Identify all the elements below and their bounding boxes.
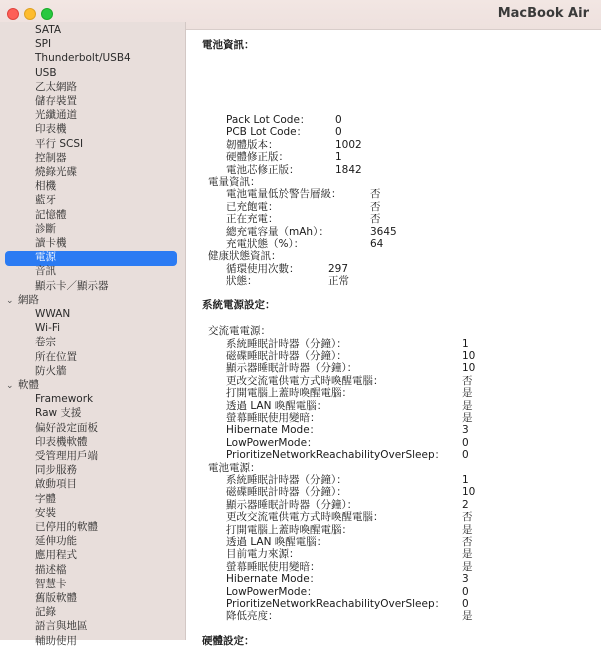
sidebar-item[interactable]: 印表機 <box>35 123 67 136</box>
sidebar-item[interactable]: 光纖通道 <box>35 109 77 122</box>
info-label: LowPowerMode： <box>226 585 318 598</box>
info-label: 透過 LAN 喚醒電腦： <box>226 399 328 412</box>
info-label: 透過 LAN 喚醒電腦： <box>226 535 328 548</box>
sidebar-item[interactable]: 印表機軟體 <box>35 435 88 448</box>
sidebar-item[interactable]: 字體 <box>35 492 56 505</box>
sidebar-item[interactable]: Wi-Fi <box>35 322 61 335</box>
sidebar-item[interactable]: 控制器 <box>35 151 67 164</box>
info-label: 狀態： <box>226 275 258 288</box>
info-value: 是 <box>462 411 473 424</box>
sidebar-item[interactable]: 防火牆 <box>35 364 67 377</box>
sidebar-item[interactable]: 偏好設定面板 <box>35 421 98 434</box>
info-label: Hibernate Mode： <box>226 573 321 586</box>
sidebar-item[interactable]: 相機 <box>35 180 56 193</box>
info-value: 否 <box>370 213 381 226</box>
window-title: MacBook Air <box>497 6 589 21</box>
info-value: 否 <box>462 535 473 548</box>
sidebar-item[interactable]: 智慧卡 <box>35 577 67 590</box>
sidebar-group-label: 網路 <box>18 293 39 306</box>
sidebar-item[interactable]: 所在位置 <box>35 350 77 363</box>
sidebar-item[interactable]: 電源 <box>35 251 56 264</box>
info-value: 0 <box>335 126 342 139</box>
info-value: 是 <box>462 610 473 623</box>
sidebar-item[interactable]: 延伸功能 <box>35 535 77 548</box>
info-label: 磁碟睡眠計時器（分鐘）： <box>226 349 347 362</box>
info-value: 64 <box>370 238 384 250</box>
info-value: 297 <box>328 262 349 275</box>
section-heading-hardware: 硬體設定： <box>202 635 255 647</box>
info-label: 螢幕睡眠使用變暗： <box>226 560 321 573</box>
info-value: 3 <box>462 573 469 586</box>
info-value: 正常 <box>328 275 349 288</box>
sidebar-selection-highlight <box>5 251 177 266</box>
sidebar-item[interactable]: 舊版軟體 <box>35 592 77 604</box>
sidebar-item[interactable]: 乙太網路 <box>35 80 77 93</box>
info-label: 電池芯修正版： <box>226 163 300 176</box>
sidebar-item[interactable]: WWAN <box>35 308 71 320</box>
sidebar-item[interactable]: 音訊 <box>35 265 56 278</box>
section-heading-battery: 電池資訊： <box>202 39 255 51</box>
sidebar-item[interactable]: 顯示卡／顯示器 <box>35 279 109 292</box>
sidebar-item[interactable]: SPI <box>35 38 52 51</box>
sidebar-item[interactable]: Thunderbolt/USB4 <box>35 52 131 65</box>
sidebar-item[interactable]: Framework <box>35 393 94 406</box>
info-value: 1842 <box>335 163 362 176</box>
sidebar-item[interactable]: 記錄 <box>35 606 56 619</box>
sidebar-item[interactable]: 應用程式 <box>35 549 77 562</box>
info-value: 10 <box>462 349 476 362</box>
info-value: 1 <box>335 151 342 164</box>
info-label: Pack Lot Code： <box>226 114 311 126</box>
info-label: 硬體修正版： <box>226 151 289 164</box>
info-value: 0 <box>462 449 469 462</box>
info-value: 10 <box>462 486 476 499</box>
sidebar-item[interactable]: USB <box>35 66 57 79</box>
info-label: 降低亮度： <box>226 610 279 623</box>
sidebar-item[interactable]: 描述檔 <box>35 563 67 576</box>
info-label: PrioritizeNetworkReachabilityOverSleep： <box>226 449 446 462</box>
sidebar-group-label: 軟體 <box>18 379 39 391</box>
info-value: 3645 <box>370 225 397 238</box>
subsection-heading-ac: 交流電電源： <box>208 325 271 337</box>
chevron-down-icon[interactable]: ⌄ <box>6 381 14 391</box>
info-label: PCB Lot Code： <box>226 126 308 139</box>
close-button[interactable] <box>7 8 19 20</box>
subsection-heading-health: 健康狀態資訊： <box>208 250 282 263</box>
info-label: LowPowerMode： <box>226 436 318 449</box>
info-value: 0 <box>462 585 469 598</box>
sidebar-group-software[interactable] <box>6 378 39 393</box>
info-value: 否 <box>462 374 473 387</box>
info-label: 系統睡眠計時器（分鐘）： <box>226 473 347 486</box>
sidebar-item[interactable]: 輔助使用 <box>35 634 77 647</box>
sidebar-item[interactable]: 診斷 <box>35 222 56 235</box>
info-value: 是 <box>462 387 473 400</box>
info-label: 螢幕睡眠使用變暗： <box>226 411 321 424</box>
info-value: 10 <box>462 362 476 375</box>
info-value: 0 <box>335 114 342 126</box>
info-label: 磁碟睡眠計時器（分鐘）： <box>226 486 347 499</box>
info-value: 1002 <box>335 138 362 151</box>
sidebar-item[interactable]: 記憶體 <box>35 208 67 221</box>
sidebar-item[interactable]: 卷宗 <box>35 336 56 349</box>
info-label: 顯示器睡眠計時器（分鐘）： <box>226 498 358 511</box>
info-value: 1 <box>462 473 469 486</box>
info-label: 目前電力來源： <box>226 548 300 561</box>
info-label: 總充電容量（mAh）： <box>226 225 329 238</box>
info-label: 顯示器睡眠計時器（分鐘）： <box>226 362 358 375</box>
sidebar-item[interactable]: 藍牙 <box>35 194 56 207</box>
minimize-button[interactable] <box>24 8 36 20</box>
info-label: Hibernate Mode： <box>226 424 321 437</box>
zoom-button[interactable] <box>41 8 53 20</box>
subsection-heading-charge: 電量資訊： <box>208 176 261 188</box>
info-value: 1 <box>462 337 469 350</box>
sidebar-group-network[interactable] <box>6 293 39 308</box>
info-label: 正在充電： <box>226 213 279 226</box>
info-value: 是 <box>462 399 473 412</box>
info-label: 充電狀態（%）： <box>226 238 305 250</box>
info-value: 0 <box>462 436 469 449</box>
sidebar-item[interactable]: 啟動項目 <box>35 478 77 491</box>
sidebar-item[interactable]: 同步服務 <box>35 464 77 477</box>
info-value: 3 <box>462 424 469 437</box>
info-value: 0 <box>462 597 469 610</box>
sidebar-item[interactable]: 燒錄光碟 <box>35 166 77 178</box>
subsection-heading-battery-power: 電池電源： <box>208 461 261 474</box>
sidebar <box>0 22 186 647</box>
info-label: PrioritizeNetworkReachabilityOverSleep： <box>226 597 446 610</box>
sidebar-item[interactable]: 讀卡機 <box>35 237 67 249</box>
info-label: 電池電量低於警告層級： <box>226 188 342 201</box>
info-value: 是 <box>462 523 473 536</box>
info-value: 否 <box>370 188 381 201</box>
sidebar-item[interactable]: 平行 SCSI <box>35 137 84 150</box>
sidebar-item[interactable]: 安裝 <box>35 506 56 519</box>
chevron-down-icon[interactable]: ⌄ <box>6 295 14 306</box>
info-label: 系統睡眠計時器（分鐘）： <box>226 337 347 350</box>
sidebar-item[interactable]: SATA <box>35 24 62 36</box>
info-label: 更改交流電供電方式時喚醒電腦： <box>226 374 384 387</box>
sidebar-item[interactable]: 語言與地區 <box>35 620 88 633</box>
info-label: 已充飽電： <box>226 200 279 213</box>
info-value: 否 <box>370 200 381 213</box>
section-heading-power: 系統電源設定： <box>202 299 276 311</box>
info-label: 循環使用次數： <box>226 262 300 275</box>
detail-pane <box>187 31 601 647</box>
sidebar-item[interactable]: 已停用的軟體 <box>35 521 98 533</box>
info-label: 打開電腦上蓋時喚醒電腦： <box>226 523 352 536</box>
info-value: 是 <box>462 548 473 561</box>
info-value: 否 <box>462 511 473 524</box>
sidebar-item[interactable]: Raw 支援 <box>35 407 82 420</box>
info-value: 2 <box>462 498 469 511</box>
sidebar-item[interactable]: 儲存裝置 <box>35 95 77 107</box>
info-label: 韌體版本： <box>226 138 279 151</box>
sidebar-item[interactable]: 受管理用戶端 <box>35 450 98 462</box>
info-label: 打開電腦上蓋時喚醒電腦： <box>226 387 352 400</box>
info-label: 更改交流電供電方式時喚醒電腦： <box>226 511 384 524</box>
info-value: 是 <box>462 560 473 573</box>
